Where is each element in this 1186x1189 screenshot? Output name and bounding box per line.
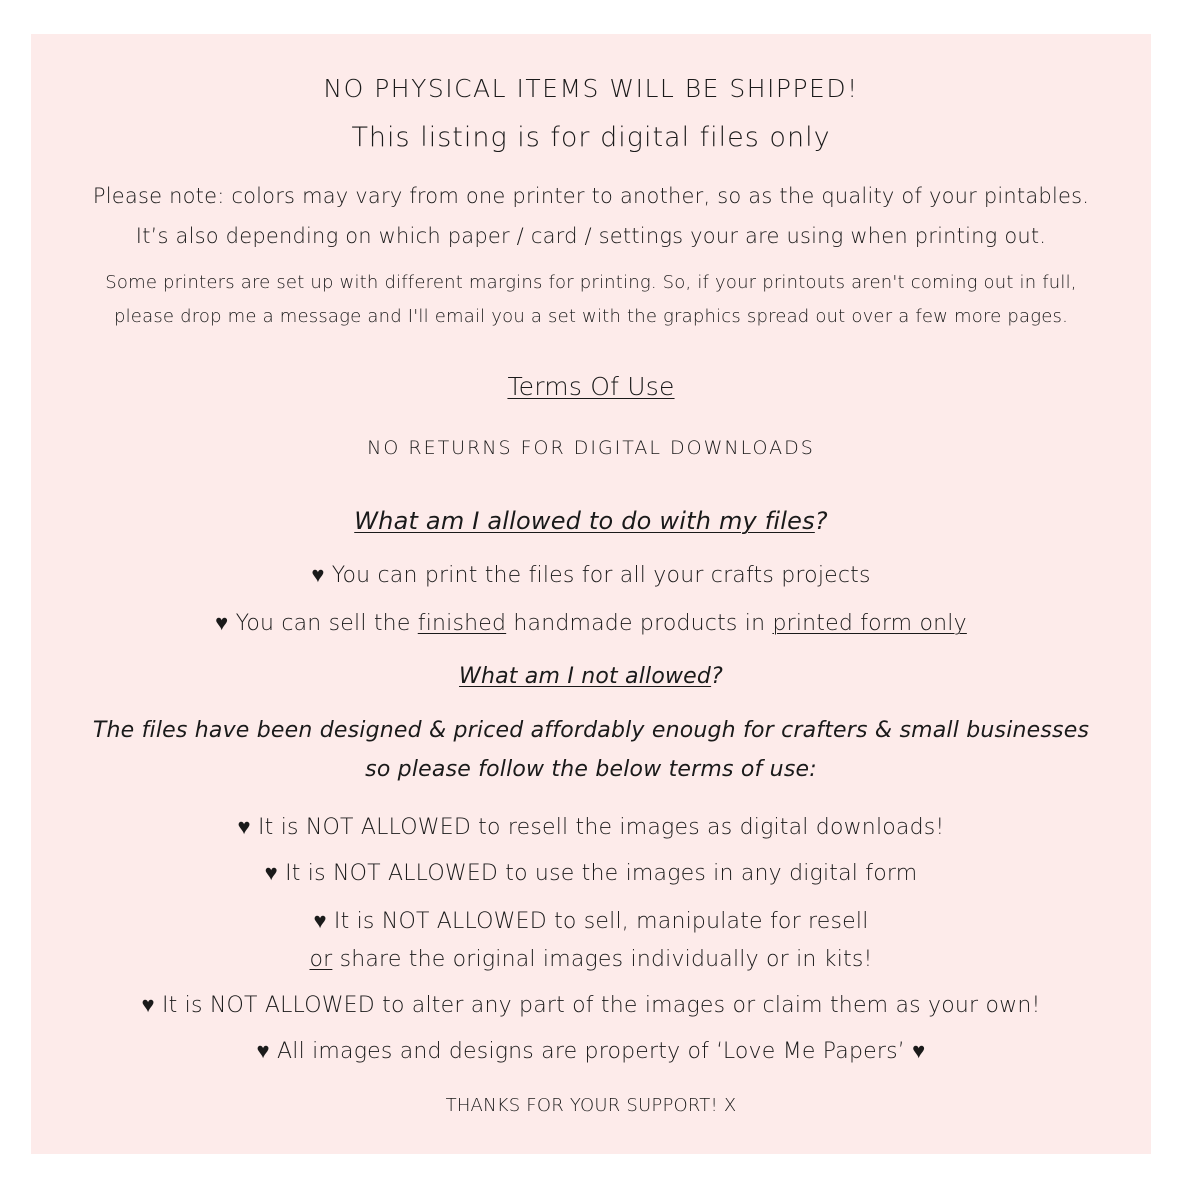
- allowed-item-1-text: You can print the files for all your crafts projects: [331, 563, 871, 588]
- heart-icon: ♥: [141, 993, 155, 1018]
- heart-icon: ♥: [215, 611, 229, 636]
- margins-note-line-2: please drop me a message and I'll email you a set with the graphics spread out over a few more pages.: [113, 306, 1069, 327]
- terms-of-use-text: Terms Of Use: [507, 372, 675, 401]
- not-allowed-item-1: [31, 814, 1151, 840]
- allowed-question: [31, 507, 1151, 535]
- heart-icon: ♥: [311, 563, 325, 588]
- heart-icon: ♥: [237, 815, 251, 840]
- not-allowed-item-2: [31, 860, 1151, 886]
- not-allowed-item-1-text: It is NOT ALLOWED to resell the images as digital downloads!: [257, 815, 945, 840]
- margins-note-line-1: Some printers are set up with different margins for printing. So, if your printouts aren't coming out in full,: [105, 272, 1077, 293]
- not-allowed-item-2-text: It is NOT ALLOWED to use the images in any digital form: [285, 861, 918, 886]
- heart-icon: ♥: [256, 1039, 270, 1064]
- thanks-footer: THANKS FOR YOUR SUPPORT! X: [445, 1095, 737, 1116]
- not-allowed-item-4: [31, 992, 1151, 1018]
- property-notice: [31, 1038, 1151, 1064]
- allowed-question-text: What am I allowed to do with my files: [354, 507, 815, 535]
- heart-icon: ♥: [313, 909, 327, 934]
- not-allowed-intro-2: so please follow the below terms of use:: [365, 757, 817, 782]
- not-allowed-question-mark: ?: [711, 664, 723, 689]
- heart-icon: ♥: [912, 1039, 926, 1064]
- not-allowed-item-3a-text: It is NOT ALLOWED to sell, manipulate for resell: [333, 909, 869, 934]
- allowed-item-1: [31, 562, 1151, 588]
- allowed-item-2: [31, 610, 1151, 636]
- not-allowed-item-3b: [31, 947, 1151, 972]
- not-allowed-item-3b-text: share the original images individually or in kits!: [332, 947, 873, 972]
- allowed-item-2-pre: You can sell the: [235, 611, 418, 636]
- color-note-line-1: Please note: colors may vary from one printer to another, so as the quality of your pintables.: [92, 184, 1090, 208]
- allowed-item-2-finished: finished: [417, 611, 507, 636]
- not-allowed-item-3a: [31, 908, 1151, 934]
- terms-of-use-title: [31, 372, 1151, 401]
- allowed-item-2-printed-form: printed form only: [772, 611, 967, 636]
- not-allowed-item-4-text: It is NOT ALLOWED to alter any part of the images or claim them as your own!: [161, 993, 1041, 1018]
- digital-only-subheading: This listing is for digital files only: [351, 122, 831, 153]
- allowed-item-2-mid: handmade products in: [506, 611, 773, 636]
- not-allowed-question: [31, 664, 1151, 689]
- no-returns-notice: NO RETURNS FOR DIGITAL DOWNLOADS: [367, 437, 815, 459]
- heart-icon: ♥: [264, 861, 278, 886]
- allowed-question-mark: ?: [814, 507, 828, 535]
- color-note-line-2: It’s also depending on which paper / card / settings your are using when printing out.: [135, 224, 1047, 248]
- not-allowed-intro-1: The files have been designed & priced affordably enough for crafters & small businesses: [92, 718, 1090, 743]
- no-physical-heading: NO PHYSICAL ITEMS WILL BE SHIPPED!: [323, 74, 859, 103]
- not-allowed-question-text: What am I not allowed: [459, 664, 712, 689]
- property-notice-text: All images and designs are property of ‘Love Me Papers’: [277, 1039, 905, 1064]
- not-allowed-item-3b-or: or: [309, 947, 333, 972]
- terms-card: [31, 34, 1151, 1154]
